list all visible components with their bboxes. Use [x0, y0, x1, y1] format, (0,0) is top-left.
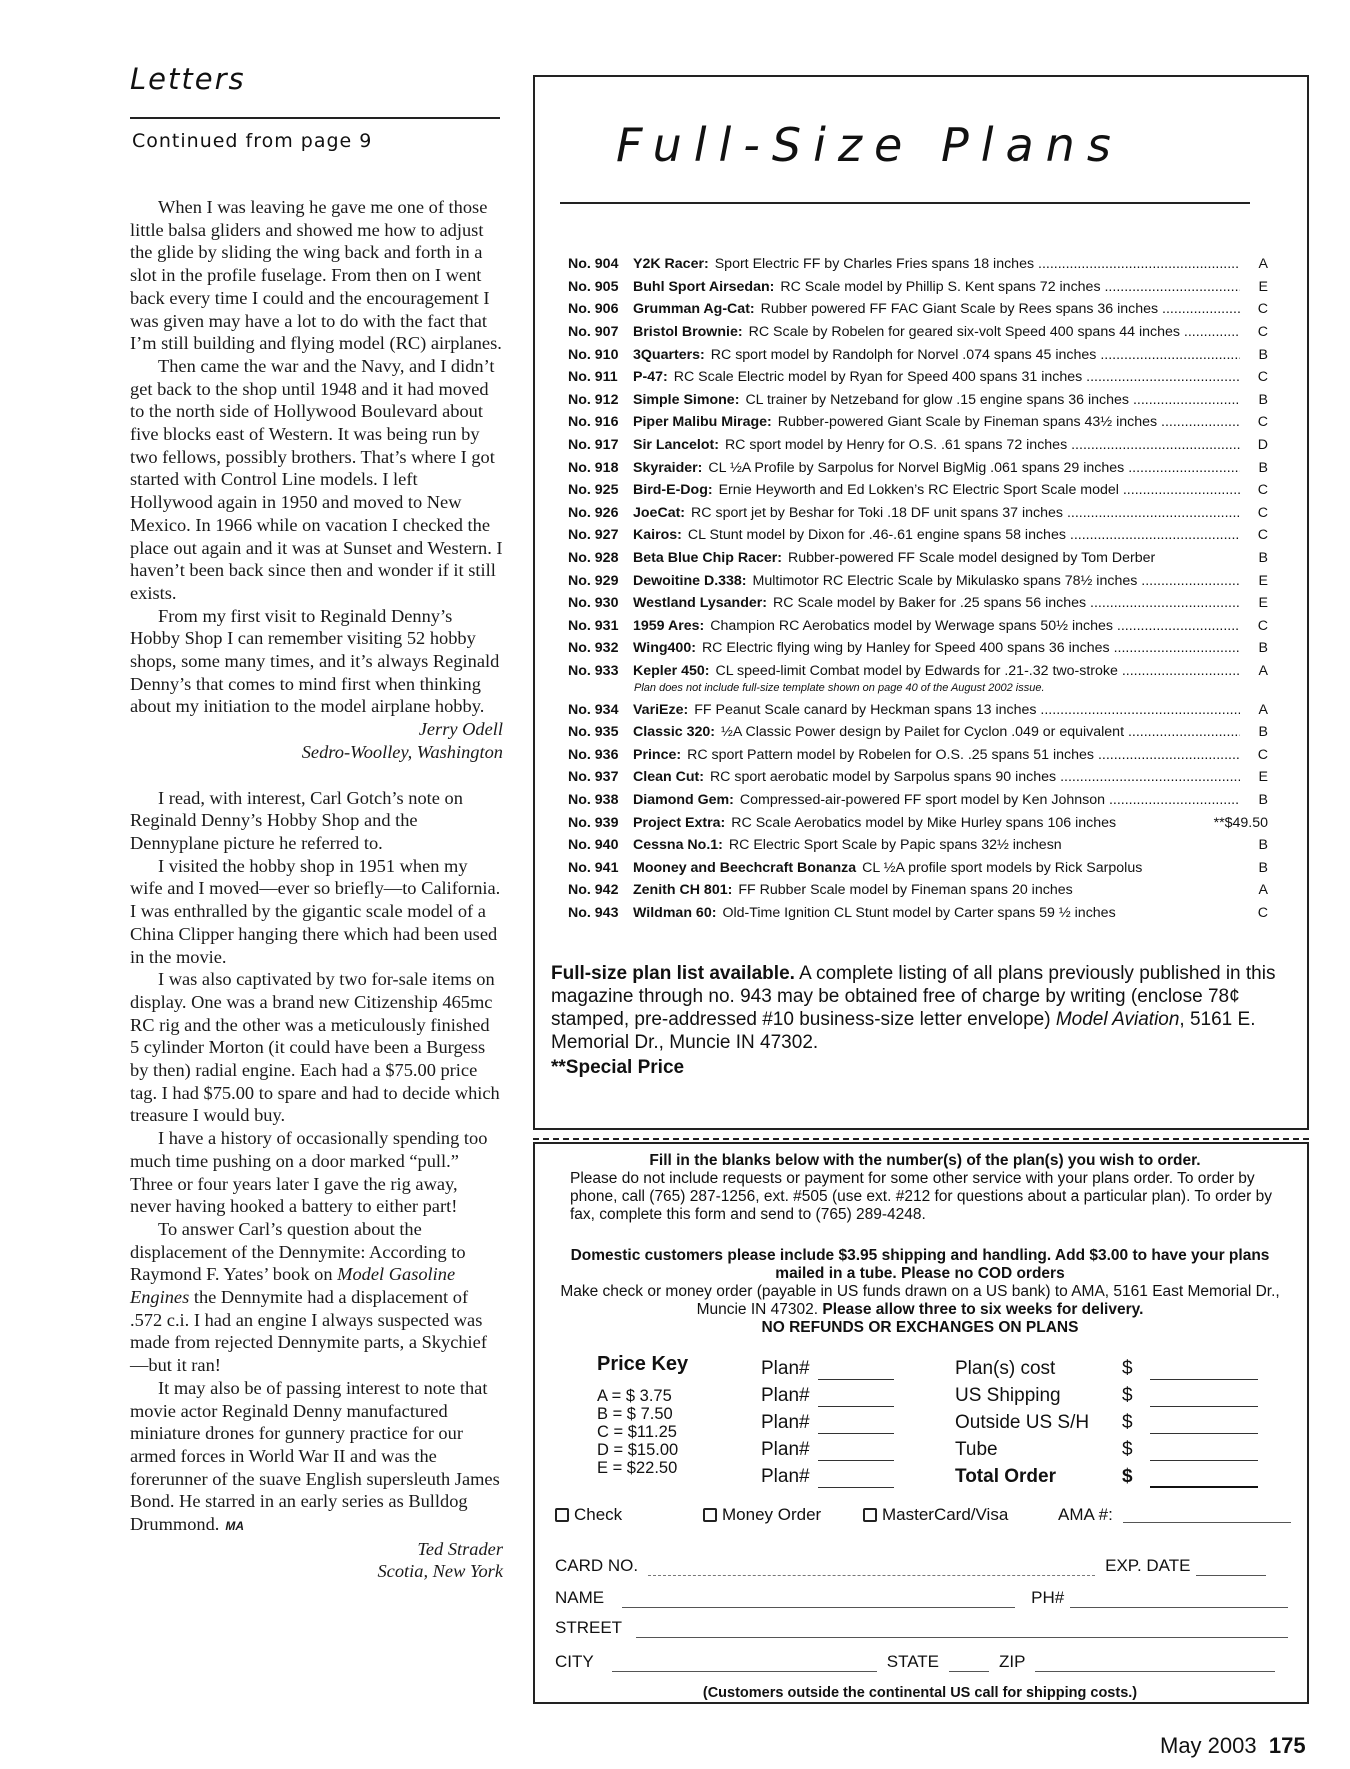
plan-name: Wildman 60: [633, 904, 717, 921]
plan-price-key: A [1258, 701, 1268, 718]
city-label: CITY [555, 1652, 594, 1671]
plan-row [568, 660, 1268, 683]
plan-price-key: A [1258, 882, 1268, 899]
letter-paragraph: I was also captivated by two for-sale items on display. One was a brand new Citizenship 465mc RC rig and the other was a meticulously finished 5 cylinder Morton (it could have been a Burgess by then) radial engine. Each had a $75.00 price tag. I had $75.00 to spare and had to decide which treasure I would buy. [130, 969, 500, 1126]
plan-row [568, 366, 1268, 389]
cost-label: Tube [955, 1439, 998, 1460]
order-instructions-text: Please do not include requests or payment for some other service with your plans order. To order by phone, call (765) 287-1256, ext. #505 (use ext. #212 for questions about a particular plan). To order by fax, complete this form and send to (765) 289-4248. [570, 1170, 1272, 1223]
plan-description: Compressed-air-powered FF sport model by Ken Johnson ..... [740, 792, 1240, 808]
section-divider [130, 117, 500, 119]
plan-price-key: A [1258, 662, 1268, 679]
zip-input[interactable] [1035, 1657, 1275, 1672]
plan-name: Clean Cut: [633, 769, 704, 786]
name-row [555, 1588, 1295, 1608]
plan-price-key: C [1257, 904, 1268, 921]
plan-description: Rubber-powered FF Scale model designed by Tom Derber [788, 550, 1156, 567]
plan-name: Sir Lancelot: [633, 437, 719, 454]
plan-name: Kepler 450: [633, 662, 710, 679]
plan-number: No. 927 [568, 527, 619, 544]
plan-row [568, 343, 1268, 366]
plan-number: No. 937 [568, 769, 619, 786]
cost-us-shipping-field[interactable] [955, 1380, 1258, 1407]
state-label: STATE [886, 1652, 939, 1671]
payment-card[interactable] [863, 1505, 1058, 1525]
plan-name: Y2K Racer: [633, 256, 709, 273]
plan-row [568, 879, 1268, 902]
plan-description: ½A Classic Power design by Pailet for Cyclon .049 or equivalent ..... [721, 724, 1240, 740]
plan-name: Bristol Brownie: [633, 324, 743, 341]
dollar-sign: $ [1122, 1385, 1133, 1406]
plan-description: Rubber-powered Giant Scale by Fineman spans 43½ inches ..... [778, 414, 1240, 430]
plan-name: Prince: [633, 746, 682, 763]
plan-note: Plan does not include full-size template shown on page 40 of the August 2002 issue. [634, 682, 1045, 695]
plan-name: Project Extra: [633, 814, 726, 831]
dollar-sign: $ [1122, 1439, 1133, 1460]
plan-number: No. 904 [568, 256, 619, 273]
price-key-item: B = $ 7.50 [597, 1405, 673, 1423]
plan-number: No. 933 [568, 662, 619, 679]
cost-input[interactable] [1150, 1388, 1258, 1407]
cut-line [533, 1138, 1309, 1140]
letter-paragraph: I have a history of occasionally spending too much time pushing on a door marked “pull.” Three or four years later I gave the rig away, never having hooked a battery to either part! [130, 1128, 488, 1217]
plan-price-key: E [1258, 278, 1268, 295]
plan-number-field[interactable] [761, 1461, 894, 1488]
cost-label: Outside US S/H [955, 1412, 1090, 1433]
plan-number: No. 943 [568, 904, 619, 921]
plan-price-key: **$49.50 [1213, 814, 1268, 831]
checkbox-icon[interactable] [555, 1508, 569, 1522]
dollar-sign: $ [1122, 1358, 1133, 1379]
cost-input[interactable] [1150, 1415, 1258, 1434]
plan-name: Classic 320: [633, 724, 716, 741]
plan-row [568, 524, 1268, 547]
payment-money-order-label: Money Order [722, 1505, 822, 1524]
plan-price-key: C [1257, 527, 1268, 544]
dollar-sign: $ [1122, 1466, 1133, 1487]
price-key-item: E = $22.50 [597, 1459, 678, 1477]
plan-name: Mooney and Beechcraft Bonanza [633, 859, 857, 876]
plan-description: RC sport aerobatic model by Sarpolus spans 90 inches ..... [710, 769, 1240, 785]
price-key-item: C = $11.25 [597, 1423, 677, 1441]
plan-name: 1959 Ares: [633, 617, 705, 634]
plan-row [568, 743, 1268, 766]
plan-number: No. 910 [568, 346, 619, 363]
plan-name: P-47: [633, 369, 668, 386]
plan-number: No. 934 [568, 701, 619, 718]
plan-description: CL speed-limit Combat model by Edwards for .21-.32 two-stroke ..... [716, 663, 1241, 679]
checkbox-icon[interactable] [703, 1508, 717, 1522]
issue-date: May 2003 [1160, 1733, 1257, 1758]
page-number: 175 [1268, 1733, 1306, 1758]
plan-name: Dewoitine D.338: [633, 572, 747, 589]
payment-instructions: Make check or money order (payable in US funds drawn on a US bank) to AMA, 5161 East Memorial Dr., Muncie IN 47302. [560, 1283, 1280, 1318]
plan-name: Beta Blue Chip Racer: [633, 550, 783, 567]
plan-number: No. 912 [568, 391, 619, 408]
plan-price-key: C [1257, 482, 1268, 499]
plan-description: RC Scale by Robelen for geared six-volt Speed 400 spans 44 inches ..... [749, 324, 1240, 340]
plan-description: CL trainer by Netzeband for glow .15 engine spans 36 inches ..... [745, 392, 1240, 408]
phone-label: PH# [1031, 1588, 1065, 1607]
plan-number-field[interactable] [761, 1434, 894, 1461]
plan-price-key: E [1258, 572, 1268, 589]
plan-row [568, 698, 1268, 721]
plan-list [568, 253, 1268, 924]
plans-title: Full-Size Plans [616, 118, 1123, 172]
signature-name: Ted Strader [417, 1538, 503, 1559]
plan-description: RC Scale Aerobatics model by Mike Hurley spans 106 inches [731, 814, 1117, 831]
plan-number-input[interactable] [818, 1388, 894, 1407]
page-footer [1160, 1733, 1306, 1759]
plan-number: No. 939 [568, 814, 619, 831]
price-key-list [597, 1387, 678, 1477]
cost-tube-field[interactable] [955, 1434, 1258, 1461]
name-label: NAME [555, 1588, 605, 1607]
plan-row [568, 592, 1268, 615]
plan-number-label: Plan# [761, 1385, 810, 1406]
price-key-title: Price Key [597, 1353, 689, 1375]
dollar-sign: $ [1122, 1412, 1133, 1433]
plan-price-key: B [1258, 346, 1268, 363]
plan-price-key: B [1258, 837, 1268, 854]
cost-fields [955, 1353, 1258, 1488]
plan-row [568, 637, 1268, 660]
plan-price-key: C [1257, 324, 1268, 341]
plan-number: No. 926 [568, 504, 619, 521]
plan-number-input[interactable] [818, 1415, 894, 1434]
cost-label: Plan(s) cost [955, 1358, 1056, 1379]
letter-text: To answer Carl’s question about the displacement of the Dennymite: According to Raymond F. Yates’ book on [130, 1218, 466, 1285]
plan-name: VariEze: [633, 701, 689, 718]
plan-row [568, 834, 1268, 857]
plan-description: FF Rubber Scale model by Fineman spans 20 inches [738, 882, 1073, 899]
plans-divider [560, 202, 1250, 204]
street-input[interactable] [636, 1623, 1288, 1638]
plan-price-key: B [1258, 550, 1268, 567]
plan-number: No. 930 [568, 595, 619, 612]
plan-number: No. 936 [568, 746, 619, 763]
plan-description: RC Scale model by Baker for .25 spans 56 inches ..... [773, 595, 1240, 611]
cost-plans-field[interactable] [955, 1353, 1258, 1380]
plan-number-field[interactable] [761, 1407, 894, 1434]
ama-number-label: AMA #: [1058, 1505, 1113, 1524]
payment-money-order[interactable] [703, 1505, 863, 1525]
plan-number-field[interactable] [761, 1380, 894, 1407]
phone-input[interactable] [1070, 1593, 1288, 1608]
plan-price-key: A [1258, 256, 1268, 273]
plan-number: No. 938 [568, 791, 619, 808]
plan-number: No. 929 [568, 572, 619, 589]
cost-label: Total Order [955, 1466, 1056, 1487]
plan-name: Wing400: [633, 640, 696, 657]
continued-note: Continued from page 9 [132, 130, 373, 152]
outside-us-note: (Customers outside the continental US call for shipping costs.) [702, 1685, 1138, 1701]
plan-price-key: C [1257, 414, 1268, 431]
ma-logo: MA [225, 1519, 245, 1534]
state-input[interactable] [949, 1657, 989, 1672]
plan-description: RC Electric flying wing by Hanley for Speed 400 spans 36 inches ..... [702, 640, 1240, 656]
letters-column [130, 196, 503, 1583]
plan-price-key: C [1257, 617, 1268, 634]
plan-price-key: B [1258, 724, 1268, 741]
plan-price-key: C [1257, 369, 1268, 386]
plan-row [568, 253, 1268, 276]
order-instructions [570, 1152, 1280, 1224]
plan-name: Zenith CH 801: [633, 882, 733, 899]
plan-row [568, 856, 1268, 879]
section-title: Letters [130, 62, 246, 96]
availability-text: A complete listing of all plans previously published in this magazine through no. 943 may be obtained free of charge by writing (enclose 78¢ stamped, pre-addressed #10 business-size letter envelope) [551, 963, 1276, 1030]
plan-name: 3Quarters: [633, 346, 705, 363]
plan-name: Buhl Sport Airsedan: [633, 278, 775, 295]
exp-date-label: EXP. DATE [1105, 1556, 1191, 1575]
plan-row [568, 615, 1268, 638]
shipping-heading: Domestic customers please include $3.95 shipping and handling. Add $3.00 to have your plans mailed in a tube. Please no COD orders [570, 1247, 1270, 1282]
payment-card-label: MasterCard/Visa [882, 1505, 1009, 1524]
plan-number-label: Plan# [761, 1358, 810, 1379]
plan-price-key: B [1258, 640, 1268, 657]
plan-row [568, 479, 1268, 502]
plan-price-key: B [1258, 459, 1268, 476]
plan-row [568, 902, 1268, 925]
plan-number: No. 916 [568, 414, 619, 431]
price-key-item: D = $15.00 [597, 1441, 679, 1459]
plan-description: FF Peanut Scale canard by Heckman spans 13 inches ..... [694, 702, 1240, 718]
plan-name: Bird-E-Dog: [633, 482, 713, 499]
checkbox-icon[interactable] [863, 1508, 877, 1522]
city-row [555, 1652, 1295, 1672]
book-title: Model Gasoline Engines [130, 1264, 456, 1308]
plan-number-input[interactable] [818, 1361, 894, 1380]
zip-label: ZIP [999, 1652, 1026, 1671]
plan-number: No. 918 [568, 459, 619, 476]
plan-description: CL ½A profile sport models by Rick Sarpolus [862, 859, 1143, 876]
plan-description: RC Scale model by Phillip S. Kent spans 72 inches ..... [780, 279, 1240, 295]
cost-input[interactable] [1150, 1442, 1258, 1461]
plan-number-input[interactable] [818, 1442, 894, 1461]
card-number-input[interactable] [648, 1561, 1095, 1576]
street-label: STREET [555, 1618, 623, 1637]
plan-number: No. 932 [568, 640, 619, 657]
letter-paragraph: I visited the hobby shop in 1951 when my wife and I moved—ever so briefly—to California. I was enthralled by the gigantic scale model of a China Clipper hanging there which had been used in the movie. [130, 855, 501, 967]
plan-row [568, 569, 1268, 592]
plan-row [568, 434, 1268, 457]
plan-price-key: E [1258, 769, 1268, 786]
plan-description: RC sport Pattern model by Robelen for O.S. .25 spans 51 inches ..... [687, 747, 1240, 763]
plan-number: No. 935 [568, 724, 619, 741]
plan-number-field[interactable] [761, 1353, 894, 1380]
plan-price-key: C [1257, 301, 1268, 318]
plan-name: Diamond Gem: [633, 791, 734, 808]
plan-row [568, 411, 1268, 434]
plan-name: Grumman Ag-Cat: [633, 301, 755, 318]
plan-number: No. 941 [568, 859, 619, 876]
letter-paragraph: Then came the war and the Navy, and I didn’t get back to the shop until 1948 and it had moved to the north side of Hollywood Boulevard about five blocks east of Western. It was being run by two fellows, possibly brothers. That’s where I got started with Control Line models. I left Hollywood again in 1950 and moved to New Mexico. In 1966 while on vacation I checked the place out again and it was at Sunset and Western. I haven’t been back since then and wonder if it still exists. [130, 355, 503, 603]
plan-description: CL Stunt model by Dixon for .46-.61 engine spans 58 inches ..... [688, 527, 1240, 543]
letter-paragraph: I read, with interest, Carl Gotch’s note on Reginald Denny’s Hobby Shop and the Dennyplane picture he referred to. [130, 787, 463, 853]
plan-price-key: C [1257, 504, 1268, 521]
letter-paragraph: When I was leaving he gave me one of those little balsa gliders and showed me how to adjust the glide by sliding the wing back and forth in a slot in the profile fuselage. From then on I went back every time I could and the encouragement I was given may have a lot to do with the fact that I’m still building and flying model (RC) airplanes. [130, 197, 502, 354]
plan-row [568, 298, 1268, 321]
signature-name: Jerry Odell [418, 719, 503, 740]
name-input[interactable] [622, 1593, 1015, 1608]
payment-check[interactable] [555, 1505, 703, 1525]
plan-number-label: Plan# [761, 1439, 810, 1460]
order-instructions-heading: Fill in the blanks below with the number(s) of the plan(s) you wish to order. [649, 1152, 1201, 1169]
plan-row [568, 389, 1268, 412]
signature-place: Scotia, New York [377, 1561, 503, 1582]
plan-number: No. 940 [568, 837, 619, 854]
plan-price-key: E [1258, 595, 1268, 612]
plan-name: Simple Simone: [633, 391, 740, 408]
plan-price-key: B [1258, 791, 1268, 808]
plan-number-fields [761, 1353, 894, 1488]
cost-total-field[interactable] [955, 1461, 1258, 1488]
letter-paragraph [130, 1377, 503, 1538]
plan-description: Champion RC Aerobatics model by Werwage spans 50½ inches ..... [710, 618, 1240, 634]
plan-description: RC Scale Electric model by Ryan for Speed 400 spans 31 inches ..... [674, 369, 1240, 385]
cost-label: US Shipping [955, 1385, 1061, 1406]
plan-description: Sport Electric FF by Charles Fries spans 18 inches ..... [715, 256, 1240, 272]
plan-description: RC sport model by Randolph for Norvel .074 spans 45 inches ..... [711, 347, 1240, 363]
plan-row [568, 789, 1268, 812]
plan-row [568, 766, 1268, 789]
plan-row [568, 811, 1268, 834]
letter-paragraph [130, 1218, 503, 1377]
plan-name: Westland Lysander: [633, 595, 768, 612]
plan-row [568, 321, 1268, 344]
payment-check-label: Check [574, 1505, 623, 1524]
plan-number-input[interactable] [818, 1469, 894, 1488]
shipping-info [560, 1247, 1280, 1337]
plan-description: Old-Time Ignition CL Stunt model by Carter spans 59 ½ inches [722, 904, 1116, 921]
price-key-item: A = $ 3.75 [597, 1387, 672, 1405]
payment-method-row [555, 1505, 1295, 1525]
plan-number: No. 907 [568, 324, 619, 341]
letter-paragraph: From my first visit to Reginald Denny’s Hobby Shop I can remember visiting 52 hobby shops, some many times, and it’s always Reginald Denny’s that comes to mind first when thinking about my initiation to the model airplane hobby. [130, 605, 500, 717]
availability-heading: Full-size plan list available. [551, 963, 795, 984]
plan-description: Multimotor RC Electric Scale by Mikulasko spans 78½ inches ..... [753, 573, 1240, 589]
no-refunds-note: NO REFUNDS OR EXCHANGES ON PLANS [761, 1319, 1079, 1336]
plan-description: RC sport model by Henry for O.S. .61 spans 72 inches ..... [725, 437, 1240, 453]
plan-number: No. 925 [568, 482, 619, 499]
city-input[interactable] [612, 1657, 877, 1672]
plan-description: Ernie Heyworth and Ed Lokken’s RC Electric Sport Scale model ..... [719, 482, 1240, 498]
signature-place: Sedro-Woolley, Washington [301, 741, 503, 762]
plan-row [568, 502, 1268, 525]
plan-description: CL ½A Profile by Sarpolus for Norvel BigMig .061 spans 29 inches ..... [708, 460, 1240, 476]
plan-number: No. 917 [568, 437, 619, 454]
cost-input[interactable] [1150, 1361, 1258, 1380]
plan-number: No. 911 [568, 369, 618, 386]
plan-number-label: Plan# [761, 1412, 810, 1433]
plan-number-label: Plan# [761, 1466, 810, 1487]
plan-description: Rubber powered FF FAC Giant Scale by Rees spans 36 inches ..... [761, 301, 1240, 317]
cost-input[interactable] [1150, 1468, 1258, 1488]
plan-description: RC sport jet by Beshar for Toki .18 DF unit spans 37 inches ..... [691, 505, 1240, 521]
plan-description: RC Electric Sport Scale by Papic spans 32½ inchesn [728, 837, 1062, 854]
plan-name: Cessna No.1: [633, 837, 723, 854]
magazine-name: Model Aviation [1055, 1009, 1180, 1030]
letter-text: the Dennymite had a displacement of .572 c.i. I had an engine I always suspected was made from rejected Dennymite parts, a Skychief—but it ran! [130, 1287, 487, 1376]
plan-row [568, 721, 1268, 744]
special-price-note: **Special Price [551, 1057, 685, 1078]
availability-address: , 5161 E. Memorial Dr., Muncie IN 47302. [551, 1009, 1256, 1053]
plan-name: JoeCat: [633, 504, 686, 521]
plan-price-key: B [1258, 859, 1268, 876]
plan-name: Skyraider: [633, 459, 703, 476]
card-number-label: CARD NO. [555, 1556, 639, 1575]
plan-list-availability [551, 962, 1291, 1054]
plan-price-key: B [1258, 391, 1268, 408]
plan-number: No. 928 [568, 550, 619, 567]
cost-outside-us-field[interactable] [955, 1407, 1258, 1434]
delivery-note: Please allow three to six weeks for delivery. [822, 1301, 1144, 1318]
plan-row [568, 456, 1268, 479]
payment-text [560, 1283, 1280, 1319]
exp-date-input[interactable] [1196, 1561, 1266, 1576]
card-row [555, 1556, 1295, 1576]
plan-number: No. 942 [568, 882, 619, 899]
plan-name: Kairos: [633, 527, 682, 544]
plan-number: No. 905 [568, 278, 619, 295]
plan-row [568, 276, 1268, 299]
street-row [555, 1618, 1295, 1638]
plan-price-key: D [1257, 437, 1268, 454]
ama-number-input[interactable] [1123, 1508, 1291, 1523]
plan-price-key: C [1257, 746, 1268, 763]
plan-number: No. 931 [568, 617, 619, 634]
letter-text: It may also be of passing interest to note that movie actor Reginald Denny manufactured miniature drones for gunnery practice for our armed forces in World War II and was the forerunner of the suave English supersleuth James Bond. He starred in an early series as Bulldog Drummond. [130, 1377, 500, 1535]
plan-name: Piper Malibu Mirage: [633, 414, 772, 431]
plan-number: No. 906 [568, 301, 619, 318]
plan-row [568, 547, 1268, 570]
